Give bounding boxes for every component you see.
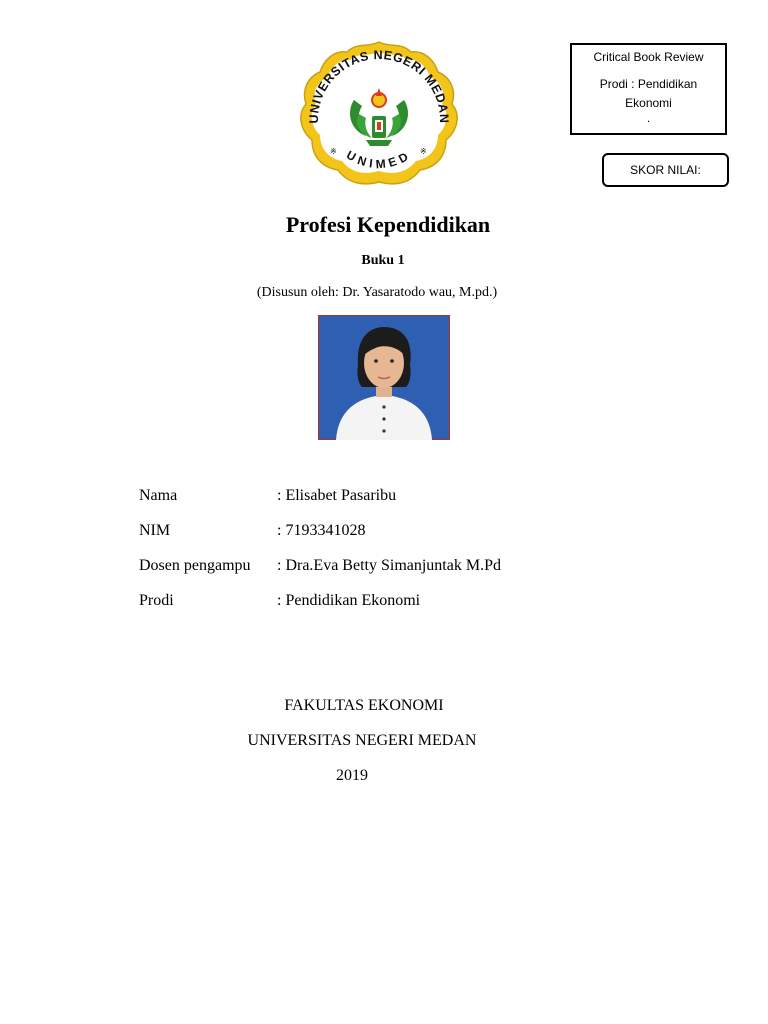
info-value: : 7193341028: [277, 522, 366, 539]
info-label: NIM: [139, 522, 171, 539]
review-prodi: Prodi : Pendidikan: [599, 77, 698, 91]
document-subtitle: Buku 1: [361, 253, 405, 268]
student-photo: [318, 315, 450, 440]
info-row-dosen: [139, 557, 501, 592]
logo-bottom-text: UNIMED: [344, 147, 414, 172]
logo-arc-text: UNIVERSITAS NEGERI MEDAN: [306, 47, 452, 124]
info-value: : Pendidikan Ekonomi: [277, 592, 421, 609]
student-info: [139, 487, 501, 627]
review-box: [570, 43, 727, 135]
info-label: Dosen pengampu: [139, 557, 251, 574]
document-author: (Disusun oleh: Dr. Yasaratodo wau, M.pd.): [256, 285, 498, 300]
review-dot: .: [646, 111, 651, 125]
review-title: Critical Book Review: [593, 50, 704, 64]
document-title: Profesi Kependidikan: [285, 212, 491, 237]
svg-text:※: ※: [420, 147, 427, 156]
faculty-name: FAKULTAS EKONOMI: [284, 697, 444, 714]
score-box: SKOR NILAI:: [602, 153, 729, 187]
info-row-nim: [139, 522, 501, 557]
info-label: Prodi: [139, 592, 174, 609]
unimed-logo: [296, 38, 462, 188]
info-value: : Elisabet Pasaribu: [277, 487, 397, 504]
info-label: Nama: [139, 487, 178, 504]
info-value: : Dra.Eva Betty Simanjuntak M.Pd: [277, 557, 501, 574]
svg-text:※: ※: [330, 147, 337, 156]
info-row-prodi: [139, 592, 501, 627]
review-prodi-cont: Ekonomi: [625, 96, 672, 110]
university-name: UNIVERSITAS NEGERI MEDAN: [247, 732, 477, 749]
info-row-nama: [139, 487, 501, 522]
document-year: 2019: [336, 767, 368, 784]
